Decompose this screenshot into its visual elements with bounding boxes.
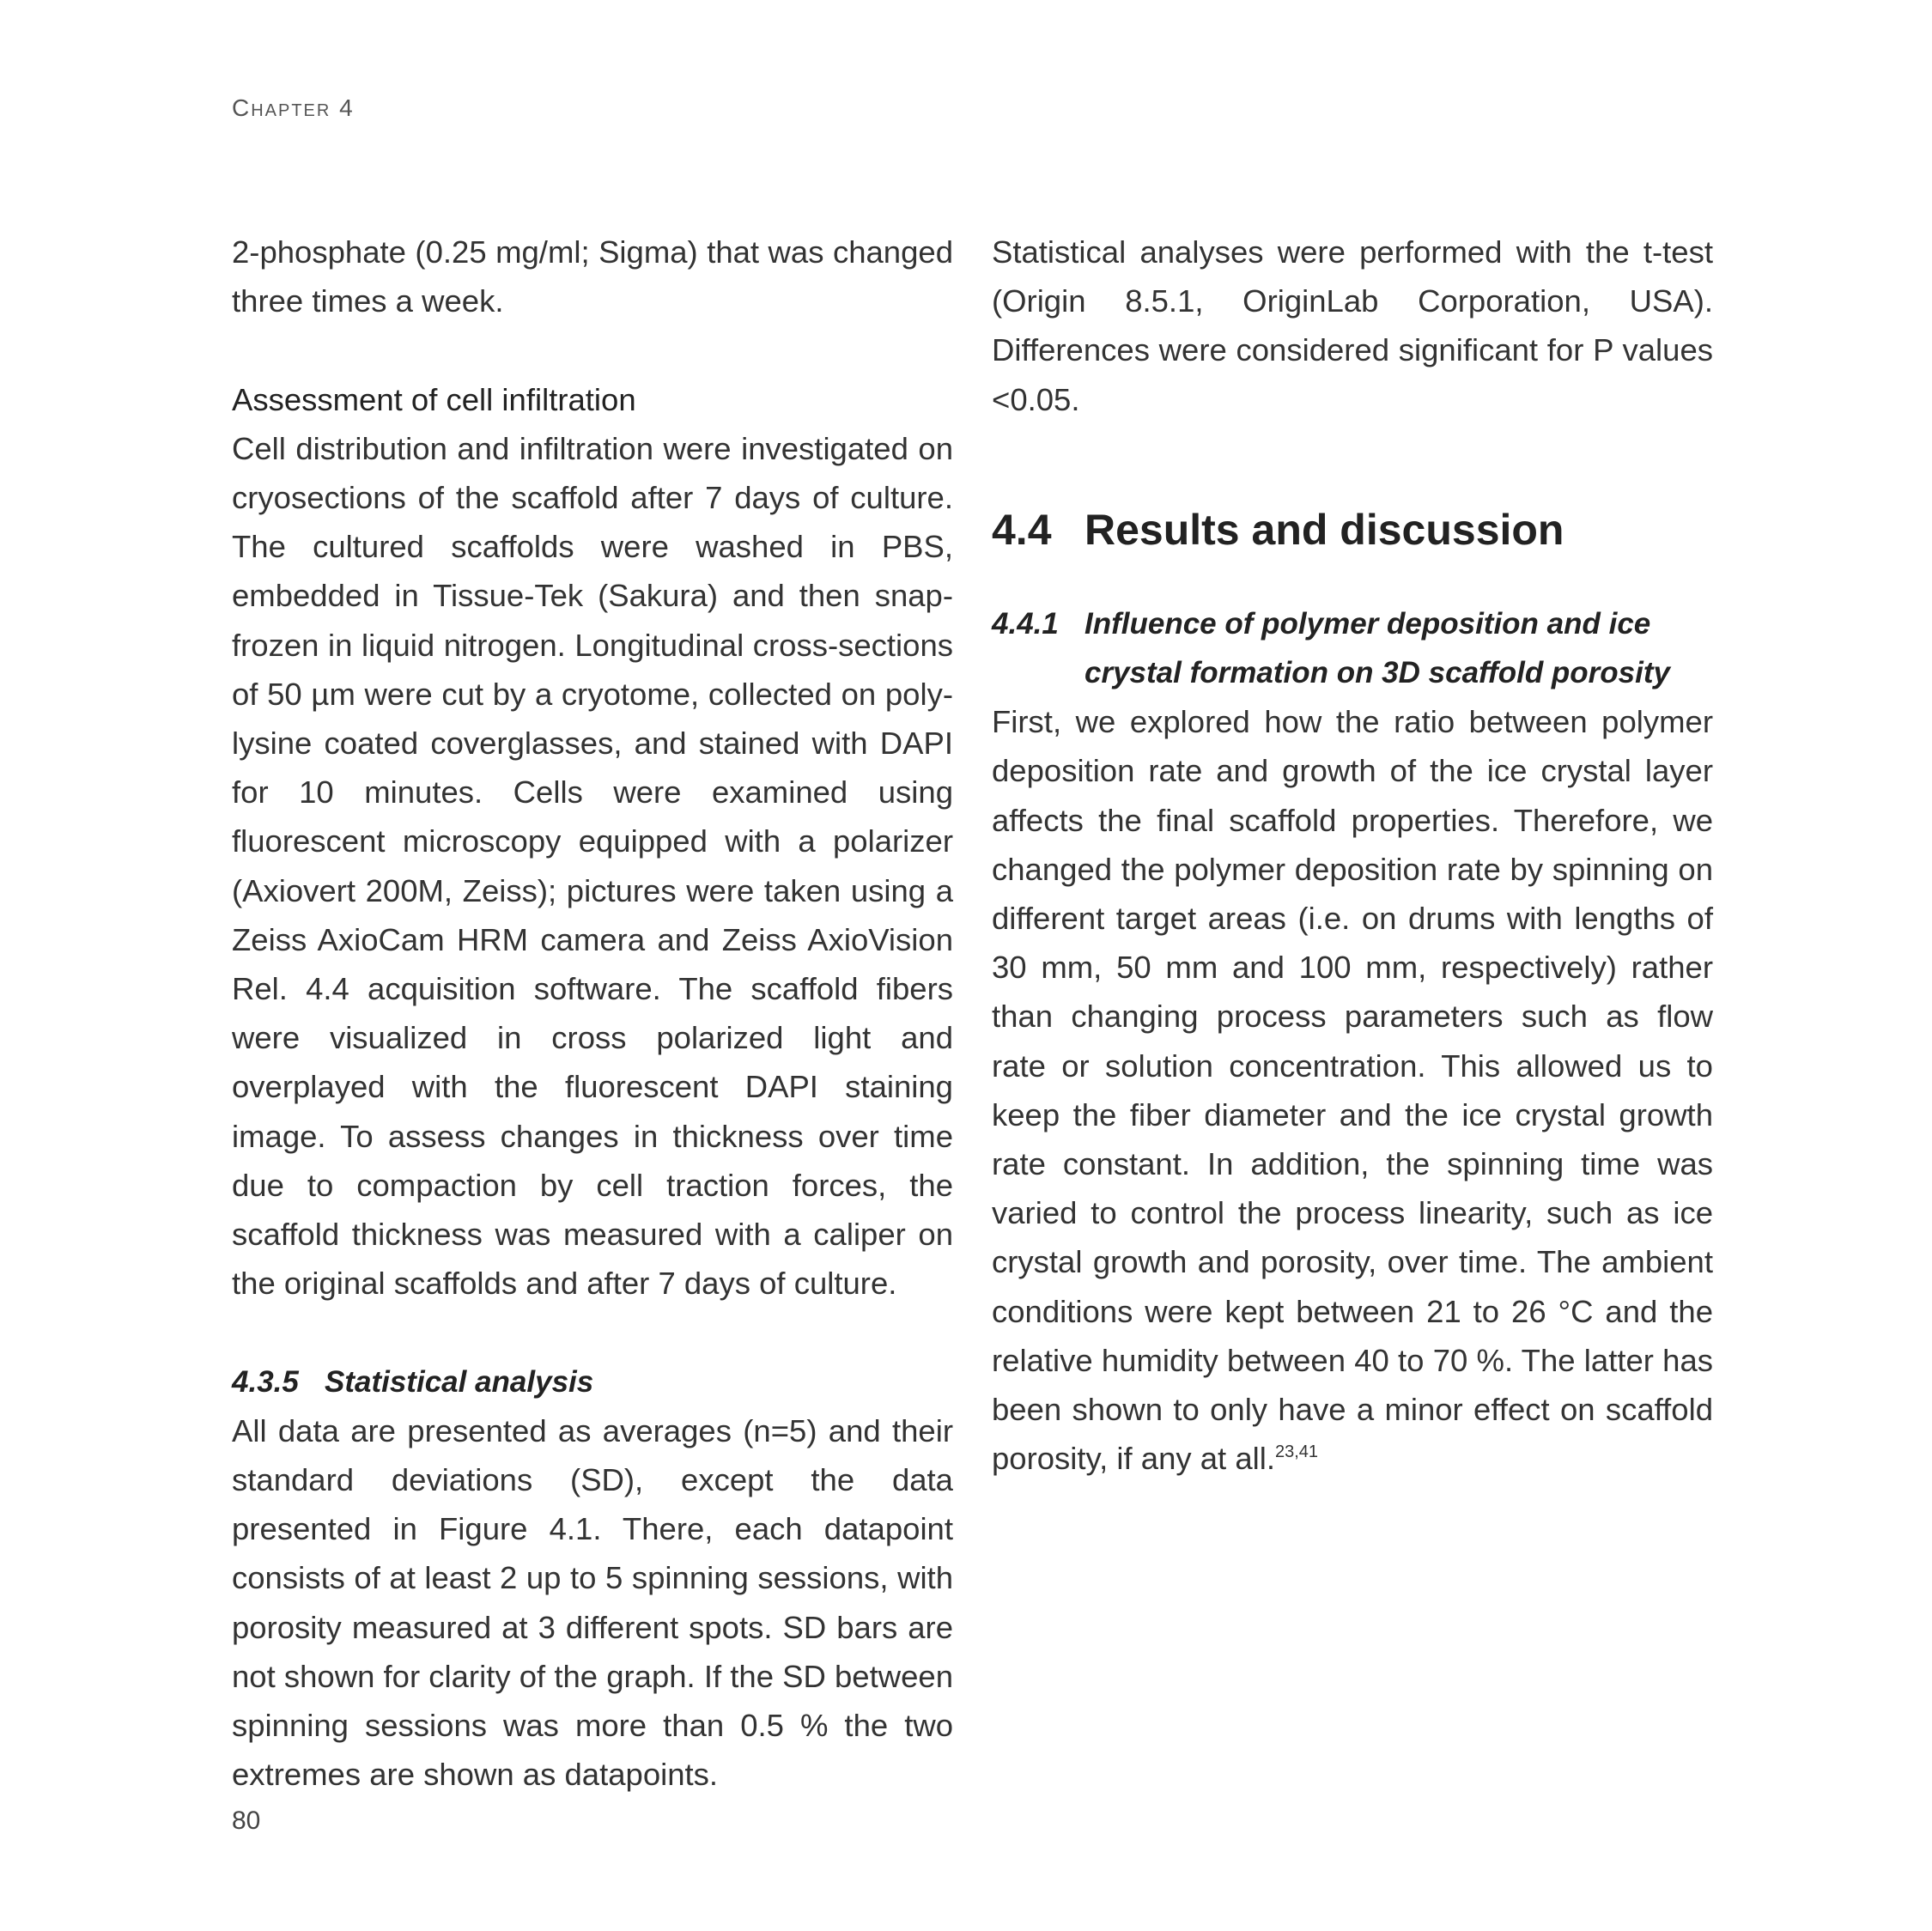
paragraph-cell-infiltration: Cell distribution and infiltration were investigated on cryosections of the scaffold after 7 days of culture. The cultured scaffolds were washed in PBS, embedded in Tissue-Tek (Sakura) and then snap-frozen in liquid nitrogen. Longitudinal cross-sections of 50 µm were cut by a cryotome, collected on poly-lysine coated coverglasses, and stained with DAPI for 10 minutes. Cells were examined using fluorescent microscopy equipped with a polarizer (Axiovert 200M, Zeiss); pictures were taken using a Zeiss AxioCam HRM camera and Zeiss AxioVision Rel. 4.4 acquisition software. The scaffold fibers were visualized in cross polarized light and overplayed with the fluorescent DAPI staining image. To assess changes in thickness over time due to compaction by cell traction forces, the scaffold thickness was measured with a caliper on the original scaffolds and after 7 days of culture.	[232, 430, 953, 1302]
running-head: Chapter 4	[232, 94, 355, 121]
subsection-number: 4.4.1	[992, 606, 1059, 641]
section-title: Results and discussion	[1084, 505, 1564, 554]
paragraph-statistical-analysis: All data are presented as averages (n=5) and their standard deviations (SD), except the data presented in Figure 4.1. There, each datapoint consists of at least 2 up to 5 spinning sessions, with porosity measured at 3 different spots. SD bars are not shown for clarity of the graph. If the SD between spinning sessions was more than 0.5 % the two extremes are shown as datapoints.	[232, 1412, 953, 1793]
section-number: 4.4	[992, 505, 1052, 554]
subsection-number: 4.3.5	[232, 1364, 299, 1399]
citation-superscript: 23,41	[1275, 1442, 1319, 1462]
results-body-text: First, we explored how the ratio between polymer deposition rate and growth of the ice crystal layer affects the final scaffold properties. Therefore, we changed the polymer deposition rate by spinning on different target areas (i.e. on drums with lengths of 30 mm, 50 mm and 100 mm, respectively) rather than changing process parameters such as flow rate or solution concentration. This allowed us to keep the fiber diameter and the ice crystal growth rate constant. In addition, the spinning time was varied to control the process linearity, such as ice crystal growth and porosity, over time. The ambient conditions were kept between 21 to 26 °C and the relative humidity between 40 to 70 %. The latter has been shown to only have a minor effect on scaffold porosity, if any at all.	[992, 704, 1713, 1477]
page-number: 80	[232, 1807, 261, 1835]
paragraph-medium-composition: 2-phosphate (0.25 mg/ml; Sigma) that was changed three times a week.	[232, 234, 953, 319]
left-column	[232, 228, 953, 1799]
paragraph-results-body	[992, 697, 1713, 1483]
subsection-title: Statistical analysis	[325, 1364, 594, 1399]
subsection-heading-statistical-analysis	[232, 1357, 953, 1406]
section-heading-results	[992, 500, 1713, 560]
infiltration-heading: Assessment of cell infiltration	[232, 381, 636, 417]
right-column	[992, 228, 1713, 1483]
paragraph-statistical-tests: Statistical analyses were performed with the t-test (Origin 8.5.1, OriginLab Corporation, USA). Differences were considered significant for P values <0.05.	[992, 234, 1713, 417]
subsection-heading-polymer-deposition	[992, 599, 1713, 697]
subsection-title: Influence of polymer deposition and ice crystal formation on 3D scaffold porosity	[1084, 606, 1670, 690]
